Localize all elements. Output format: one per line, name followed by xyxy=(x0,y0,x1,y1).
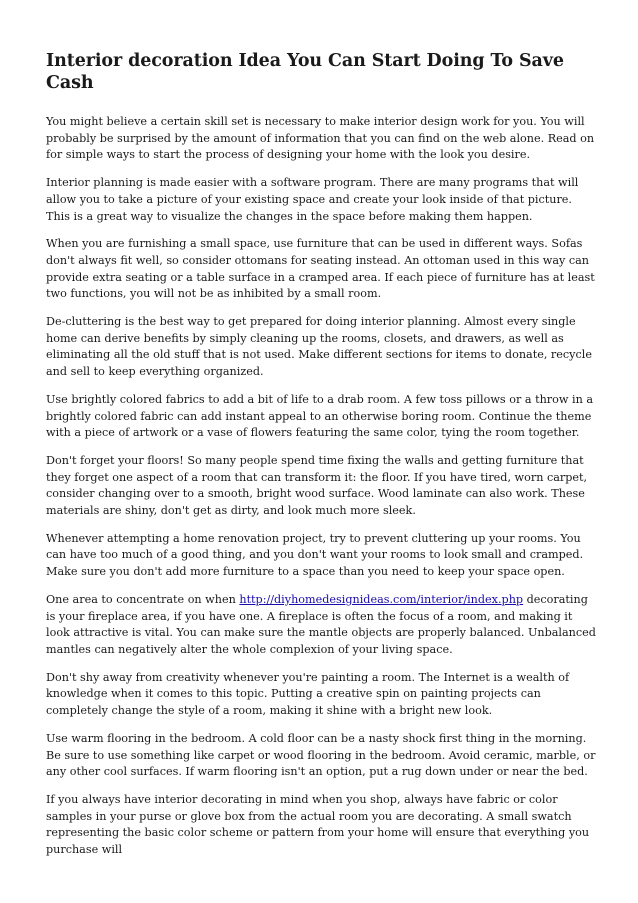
paragraph-fabrics: Use brightly colored fabrics to add a bit of life to a drab room. A few toss pillows or a throw in a brightly colored fabric can add instant appeal to an otherwise boring room. Continue the theme with a piece of artwork or a vase of flowers featuring the same color, tying the room together. xyxy=(46,392,594,440)
page-title: Interior decoration Idea You Can Start Doing To Save Cash xyxy=(46,51,564,93)
paragraph-fireplace xyxy=(46,592,596,659)
paragraph-small-space: When you are furnishing a small space, use furniture that can be used in different ways. Sofas don't always fit well, so consider ottomans for seating instead. An ottoman used in this way can provide extra seating or a table surface in a cramped area. If each piece of furniture has at least two functions, you will not be as inhibited by a small room. xyxy=(46,237,595,301)
paragraph-warm-flooring: Use warm flooring in the bedroom. A cold floor can be a nasty shock first thing in the morning. Be sure to use something like carpet or wood flooring in the bedroom. Avoid ceramic, marble, or any other cool surfaces. If warm flooring isn't an option, put a rug down under or near the bed. xyxy=(46,731,596,779)
paragraph-software: Interior planning is made easier with a software program. There are many programs that will allow you to take a picture of your existing space and create your look inside of that picture. This is a great way to visualize the changes in the space before making them happen. xyxy=(46,176,579,223)
fireplace-text-after: decorating is your fireplace area, if you have one. A fireplace is often the focus of a room, and making it look attractive is vital. You can make sure the mantle objects are properly balanced. Unbalanced mantles can negatively alter the whole complexion of your living space. xyxy=(46,592,596,656)
paragraph-painting: Don't shy away from creativity whenever you're painting a room. The Internet is a wealth of knowledge when it comes to this topic. Putting a creative spin on painting projects can completely change the style of a room, making it shine with a bright new look. xyxy=(46,670,570,718)
diyhomedesignideas-link[interactable]: http://diyhomedesignideas.com/interior/index.php xyxy=(239,592,524,606)
paragraph-intro: You might believe a certain skill set is necessary to make interior design work for you. You will probably be surprised by the amount of information that you can find on the web alone. Read on for simple ways to start the process of designing your home with the look you desire. xyxy=(46,115,595,162)
paragraph-samples: If you always have interior decorating in mind when you shop, always have fabric or color samples in your purse or glove box from the actual room you are decorating. A small swatch representing the basic color scheme or pattern from your home will ensure that everything you purchase will xyxy=(46,792,590,857)
paragraph-decluttering: De-cluttering is the best way to get prepared for doing interior planning. Almost every single home can derive benefits by simply cleaning up the rooms, closets, and drawers, as well as eliminating all the old stuff that is not used. Make different sections for items to donate, recycle and sell to keep everything organized. xyxy=(46,315,592,379)
fireplace-text-before: One area to concentrate on when xyxy=(46,592,240,606)
paragraph-floors: Don't forget your floors! So many people spend time fixing the walls and getting furniture that they forget one aspect of a room that can transform it: the floor. If you have tired, worn carpet, consider changing over to a smooth, bright wood surface. Wood laminate can also work. These materials are shiny, don't get as dirty, and look much more sleek. xyxy=(46,453,588,518)
paragraph-renovation: Whenever attempting a home renovation project, try to prevent cluttering up your rooms. You can have too much of a good thing, and you don't want your rooms to look small and cramped. Make sure you don't add more furniture to a space than you need to keep your space open. xyxy=(46,531,584,579)
